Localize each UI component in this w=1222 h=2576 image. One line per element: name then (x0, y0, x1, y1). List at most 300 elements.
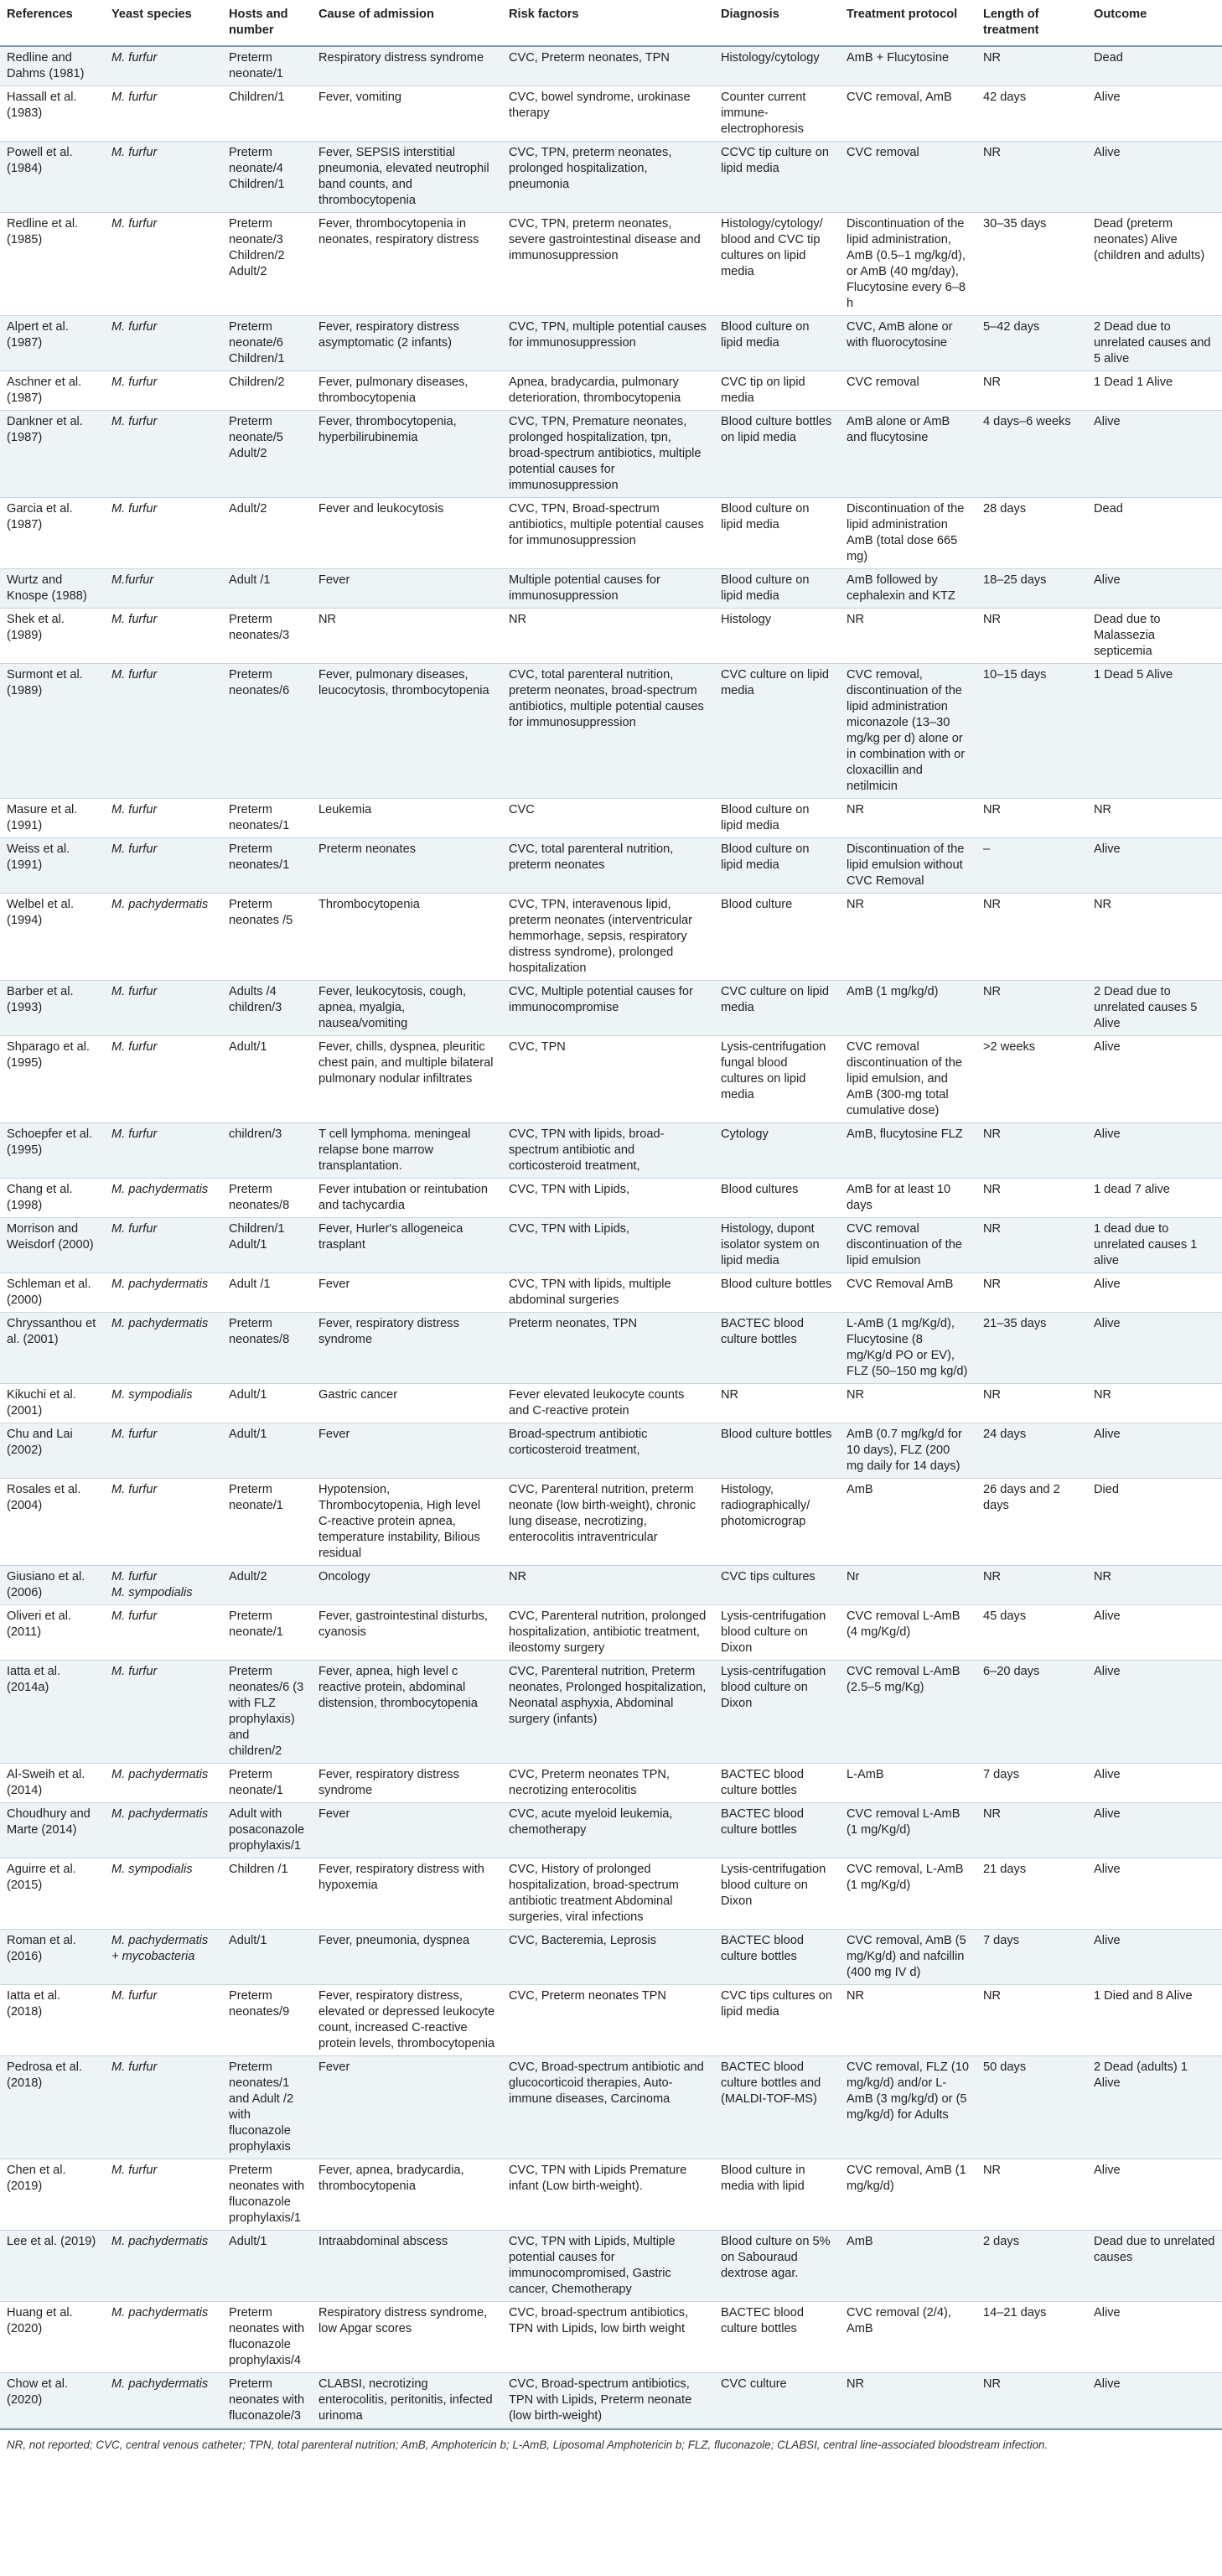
reference-cell: Garcia et al. (1987) (0, 498, 105, 569)
hosts-cell: Preterm neonates/1 (222, 799, 312, 838)
length-cell: 4 days–6 weeks (976, 411, 1087, 498)
species-cell: M. pachydermatis (105, 2231, 222, 2302)
treatment-cell: Discontinuation of the lipid administration, AmB (0.5–1 mg/kg/d), or AmB (40 mg/day), Flucytosine every 6–8 h (840, 213, 976, 316)
outcome-cell: 1 dead 7 alive (1087, 1179, 1222, 1218)
reference-cell: Redline et al. (1985) (0, 213, 105, 316)
reference-cell: Barber et al. (1993) (0, 981, 105, 1036)
outcome-cell: Alive (1087, 1764, 1222, 1803)
table-row (0, 1036, 1222, 1123)
reference-cell: Aschner et al. (1987) (0, 371, 105, 411)
risk-factors-cell: CVC, Preterm neonates, TPN (502, 46, 714, 86)
hosts-cell: Adult/2 (222, 1566, 312, 1605)
reference-cell: Oliveri et al. (2011) (0, 1605, 105, 1661)
risk-factors-cell: CVC, TPN, preterm neonates, severe gastrointestinal disease and immunosuppression (502, 213, 714, 316)
risk-factors-cell: CVC, TPN, Broad-spectrum antibiotics, multiple potential causes for immunosuppression (502, 498, 714, 569)
cause-cell: Fever, Hurler's allogeneica trasplant (312, 1218, 502, 1273)
risk-factors-cell: Preterm neonates, TPN (502, 1313, 714, 1384)
table-row (0, 1123, 1222, 1179)
outcome-cell: 1 Dead 1 Alive (1087, 371, 1222, 411)
hosts-cell: Preterm neonates with fluconazole/3 (222, 2373, 312, 2428)
reference-cell: Hassall et al. (1983) (0, 86, 105, 142)
treatment-cell: CVC removal discontinuation of the lipid emulsion (840, 1218, 976, 1273)
diagnosis-cell: CVC culture (714, 2373, 840, 2428)
treatment-cell: L-AmB (1 mg/Kg/d), Flucytosine (8 mg/Kg/d PO or EV), FLZ (50–150 mg kg/d) (840, 1313, 976, 1384)
reference-cell: Dankner et al. (1987) (0, 411, 105, 498)
length-cell: NR (976, 1273, 1087, 1313)
table-row (0, 86, 1222, 142)
treatment-cell: NR (840, 2373, 976, 2428)
risk-factors-cell: Fever elevated leukocyte counts and C-reactive protein (502, 1384, 714, 1423)
hosts-cell: Adult with posaconazole prophylaxis/1 (222, 1803, 312, 1858)
treatment-cell: CVC, AmB alone or with fluorocytosine (840, 316, 976, 371)
cause-cell: Fever intubation or reintubation and tachycardia (312, 1179, 502, 1218)
treatment-cell: AmB + Flucytosine (840, 46, 976, 86)
diagnosis-cell: CCVC tip culture on lipid media (714, 142, 840, 213)
reference-cell: Chu and Lai (2002) (0, 1423, 105, 1479)
outcome-cell: Dead (1087, 498, 1222, 569)
risk-factors-cell: Apnea, bradycardia, pulmonary deterioration, thrombocytopenia (502, 371, 714, 411)
diagnosis-cell: Histology/cytology/ blood and CVC tip cultures on lipid media (714, 213, 840, 316)
risk-factors-cell: CVC (502, 799, 714, 838)
outcome-cell: 2 Dead due to unrelated causes 5 Alive (1087, 981, 1222, 1036)
diagnosis-cell: Histology (714, 609, 840, 664)
cause-cell: Gastric cancer (312, 1384, 502, 1423)
diagnosis-cell: Histology, dupont isolator system on lipid media (714, 1218, 840, 1273)
treatment-cell: AmB (0.7 mg/kg/d for 10 days), FLZ (200 mg daily for 14 days) (840, 1423, 976, 1479)
diagnosis-cell: BACTEC blood culture bottles (714, 1313, 840, 1384)
cause-cell: Fever, respiratory distress, elevated or depressed leukocyte count, increased C-reactive protein levels, thrombocytopenia (312, 1985, 502, 2056)
length-cell: 28 days (976, 498, 1087, 569)
species-cell: M. furfur (105, 316, 222, 371)
species-cell: M. furfur (105, 664, 222, 799)
species-cell: M. furfur (105, 838, 222, 894)
species-cell: M. furfur (105, 1605, 222, 1661)
diagnosis-cell: NR (714, 1384, 840, 1423)
species-cell: M. pachydermatis (105, 1764, 222, 1803)
risk-factors-cell: CVC, broad-spectrum antibiotics, TPN with Lipids, low birth weight (502, 2302, 714, 2373)
header-row (0, 0, 1222, 46)
outcome-cell: Alive (1087, 2159, 1222, 2231)
table-row (0, 1858, 1222, 1930)
treatment-cell: CVC removal, L-AmB (1 mg/Kg/d) (840, 1858, 976, 1930)
reference-cell: Welbel et al. (1994) (0, 894, 105, 981)
column-header: Treatment protocol (840, 0, 976, 46)
reference-cell: Chow et al. (2020) (0, 2373, 105, 2428)
treatment-cell: CVC removal L-AmB (1 mg/Kg/d) (840, 1803, 976, 1858)
diagnosis-cell: Histology, radiographically/ photomicrograp (714, 1479, 840, 1566)
outcome-cell: Alive (1087, 86, 1222, 142)
risk-factors-cell: CVC, History of prolonged hospitalization, broad-spectrum antibiotic treatment Abdominal surgeries, viral infections (502, 1858, 714, 1930)
diagnosis-cell: Blood culture on 5% on Sabouraud dextrose agar. (714, 2231, 840, 2302)
table-row (0, 371, 1222, 411)
reference-cell: Redline and Dahms (1981) (0, 46, 105, 86)
hosts-cell: children/3 (222, 1123, 312, 1179)
diagnosis-cell: Blood culture bottles (714, 1423, 840, 1479)
hosts-cell: Adult/1 (222, 1930, 312, 1985)
reference-cell: Chen et al. (2019) (0, 2159, 105, 2231)
length-cell: NR (976, 1566, 1087, 1605)
outcome-cell: Alive (1087, 1036, 1222, 1123)
risk-factors-cell: CVC, TPN with Lipids Premature infant (Low birth-weight). (502, 2159, 714, 2231)
cause-cell: Fever, respiratory distress syndrome (312, 1313, 502, 1384)
cause-cell: Respiratory distress syndrome, low Apgar scores (312, 2302, 502, 2373)
species-cell: M. furfur (105, 86, 222, 142)
species-cell: M. furfur M. sympodialis (105, 1566, 222, 1605)
outcome-cell: Alive (1087, 1605, 1222, 1661)
treatment-cell: Nr (840, 1566, 976, 1605)
cause-cell: Fever (312, 1273, 502, 1313)
length-cell: NR (976, 609, 1087, 664)
diagnosis-cell: Blood culture on lipid media (714, 569, 840, 609)
table-row (0, 213, 1222, 316)
reference-cell: Schleman et al. (2000) (0, 1273, 105, 1313)
cause-cell: Hypotension, Thrombocytopenia, High level C-reactive protein apnea, temperature instability, Bilious residual (312, 1479, 502, 1566)
table-row (0, 1479, 1222, 1566)
hosts-cell: Preterm neonates/8 (222, 1313, 312, 1384)
hosts-cell: Adult /1 (222, 569, 312, 609)
outcome-cell: Alive (1087, 1273, 1222, 1313)
outcome-cell: 2 Dead (adults) 1 Alive (1087, 2056, 1222, 2159)
cause-cell: Fever (312, 2056, 502, 2159)
diagnosis-cell: BACTEC blood culture bottles (714, 1930, 840, 1985)
length-cell: NR (976, 46, 1087, 86)
treatment-cell: CVC removal discontinuation of the lipid emulsion, and AmB (300-mg total cumulative dose) (840, 1036, 976, 1123)
hosts-cell: Preterm neonates/1 (222, 838, 312, 894)
table-row (0, 609, 1222, 664)
outcome-cell: Alive (1087, 1123, 1222, 1179)
hosts-cell: Preterm neonate/1 (222, 1605, 312, 1661)
table-row (0, 1605, 1222, 1661)
column-header: Outcome (1087, 0, 1222, 46)
reference-cell: Iatta et al. (2018) (0, 1985, 105, 2056)
length-cell: 18–25 days (976, 569, 1087, 609)
length-cell: NR (976, 894, 1087, 981)
species-cell: M. furfur (105, 1479, 222, 1566)
species-cell: M. pachydermatis (105, 1803, 222, 1858)
hosts-cell: Preterm neonate/4 Children/1 (222, 142, 312, 213)
table-header (0, 0, 1222, 46)
length-cell: NR (976, 981, 1087, 1036)
outcome-cell: Alive (1087, 2302, 1222, 2373)
diagnosis-cell: Blood culture (714, 894, 840, 981)
reference-cell: Morrison and Weisdorf (2000) (0, 1218, 105, 1273)
table-row (0, 1218, 1222, 1273)
length-cell: NR (976, 371, 1087, 411)
cause-cell: Fever (312, 1423, 502, 1479)
length-cell: NR (976, 2373, 1087, 2428)
hosts-cell: Preterm neonates with fluconazole prophylaxis/1 (222, 2159, 312, 2231)
diagnosis-cell: Lysis-centrifugation blood culture on Dixon (714, 1858, 840, 1930)
reference-cell: Surmont et al. (1989) (0, 664, 105, 799)
outcome-cell: Died (1087, 1479, 1222, 1566)
diagnosis-cell: Blood culture on lipid media (714, 316, 840, 371)
risk-factors-cell: CVC, TPN (502, 1036, 714, 1123)
diagnosis-cell: BACTEC blood culture bottles (714, 2302, 840, 2373)
treatment-cell: AmB (840, 1479, 976, 1566)
table-row (0, 2302, 1222, 2373)
table-row (0, 894, 1222, 981)
table-row (0, 2056, 1222, 2159)
cause-cell: Preterm neonates (312, 838, 502, 894)
hosts-cell: Adults /4 children/3 (222, 981, 312, 1036)
risk-factors-cell: CVC, Parenteral nutrition, preterm neonate (low birth-weight), chronic lung disease, necrotizing, enterocolitis intraventricular (502, 1479, 714, 1566)
risk-factors-cell: CVC, bowel syndrome, urokinase therapy (502, 86, 714, 142)
treatment-cell: CVC Removal AmB (840, 1273, 976, 1313)
column-header: Diagnosis (714, 0, 840, 46)
length-cell: 30–35 days (976, 213, 1087, 316)
hosts-cell: Preterm neonate/1 (222, 1479, 312, 1566)
diagnosis-cell: Histology/cytology (714, 46, 840, 86)
hosts-cell: Adult/1 (222, 2231, 312, 2302)
table-row (0, 838, 1222, 894)
diagnosis-cell: Blood culture bottles on lipid media (714, 411, 840, 498)
species-cell: M. furfur (105, 799, 222, 838)
diagnosis-cell: CVC tip on lipid media (714, 371, 840, 411)
cause-cell: Fever (312, 1803, 502, 1858)
table-row (0, 1273, 1222, 1313)
outcome-cell: Alive (1087, 1930, 1222, 1985)
cause-cell: CLABSI, necrotizing enterocolitis, peritonitis, infected urinoma (312, 2373, 502, 2428)
outcome-cell: Alive (1087, 1803, 1222, 1858)
species-cell: M. pachydermatis (105, 1313, 222, 1384)
table-row (0, 1930, 1222, 1985)
risk-factors-cell: CVC, Multiple potential causes for immunocompromise (502, 981, 714, 1036)
cause-cell: Fever, pneumonia, dyspnea (312, 1930, 502, 1985)
length-cell: NR (976, 799, 1087, 838)
reference-cell: Iatta et al. (2014a) (0, 1661, 105, 1764)
risk-factors-cell: CVC, Broad-spectrum antibiotic and glucocorticoid therapies, Auto-immune diseases, Carcinoma (502, 2056, 714, 2159)
outcome-cell: 2 Dead due to unrelated causes and 5 alive (1087, 316, 1222, 371)
cause-cell: Thrombocytopenia (312, 894, 502, 981)
length-cell: NR (976, 1803, 1087, 1858)
diagnosis-cell: Blood culture on lipid media (714, 838, 840, 894)
risk-factors-cell: Broad-spectrum antibiotic corticosteroid treatment, (502, 1423, 714, 1479)
table-row (0, 2159, 1222, 2231)
table-row (0, 1803, 1222, 1858)
reference-cell: Giusiano et al. (2006) (0, 1566, 105, 1605)
hosts-cell: Children /1 (222, 1858, 312, 1930)
diagnosis-cell: Lysis-centrifugation blood culture on Dixon (714, 1661, 840, 1764)
hosts-cell: Children/2 (222, 371, 312, 411)
outcome-cell: Alive (1087, 142, 1222, 213)
reference-cell: Shparago et al. (1995) (0, 1036, 105, 1123)
reference-cell: Kikuchi et al. (2001) (0, 1384, 105, 1423)
reference-cell: Al-Sweih et al. (2014) (0, 1764, 105, 1803)
species-cell: M. pachydermatis (105, 1179, 222, 1218)
cause-cell: NR (312, 609, 502, 664)
outcome-cell: Alive (1087, 411, 1222, 498)
table-row (0, 1764, 1222, 1803)
table-row (0, 799, 1222, 838)
risk-factors-cell: CVC, TPN with Lipids, Multiple potential causes for immunocompromised, Gastric cancer, Chemotherapy (502, 2231, 714, 2302)
species-cell: M. pachydermatis (105, 894, 222, 981)
table-row (0, 1985, 1222, 2056)
table-row (0, 664, 1222, 799)
cause-cell: Fever, apnea, high level c reactive protein, abdominal distension, thrombocytopenia (312, 1661, 502, 1764)
length-cell: 42 days (976, 86, 1087, 142)
cause-cell: Fever, gastrointestinal disturbs, cyanosis (312, 1605, 502, 1661)
reference-cell: Masure et al. (1991) (0, 799, 105, 838)
length-cell: 21–35 days (976, 1313, 1087, 1384)
hosts-cell: Preterm neonates/9 (222, 1985, 312, 2056)
diagnosis-cell: Blood culture in media with lipid (714, 2159, 840, 2231)
table-row (0, 1179, 1222, 1218)
cause-cell: Fever, thrombocytopenia, hyperbilirubinemia (312, 411, 502, 498)
treatment-cell: CVC removal L-AmB (4 mg/Kg/d) (840, 1605, 976, 1661)
table-row (0, 1423, 1222, 1479)
hosts-cell: Preterm neonate/1 (222, 46, 312, 86)
length-cell: 21 days (976, 1858, 1087, 1930)
table-row (0, 46, 1222, 86)
treatment-cell: AmB (840, 2231, 976, 2302)
diagnosis-cell: BACTEC blood culture bottles (714, 1764, 840, 1803)
hosts-cell: Preterm neonates/8 (222, 1179, 312, 1218)
species-cell: M. furfur (105, 371, 222, 411)
outcome-cell: NR (1087, 799, 1222, 838)
treatment-cell: NR (840, 1384, 976, 1423)
column-header: Cause of admission (312, 0, 502, 46)
treatment-cell: Discontinuation of the lipid administration AmB (total dose 665 mg) (840, 498, 976, 569)
species-cell: M. furfur (105, 1123, 222, 1179)
species-cell: M. furfur (105, 2159, 222, 2231)
diagnosis-cell: Cytology (714, 1123, 840, 1179)
hosts-cell: Adult/1 (222, 1384, 312, 1423)
cause-cell: Fever, thrombocytopenia in neonates, respiratory distress (312, 213, 502, 316)
risk-factors-cell: CVC, TPN with Lipids, (502, 1179, 714, 1218)
cause-cell: Fever, vomiting (312, 86, 502, 142)
diagnosis-cell: BACTEC blood culture bottles and (MALDI-TOF-MS) (714, 2056, 840, 2159)
cause-cell: Fever, respiratory distress syndrome (312, 1764, 502, 1803)
reference-cell: Aguirre et al. (2015) (0, 1858, 105, 1930)
diagnosis-cell: Counter current immune-electrophoresis (714, 86, 840, 142)
treatment-cell: CVC removal, discontinuation of the lipid administration miconazole (13–30 mg/kg per d) alone or in combination with or cloxacillin and netilmicin (840, 664, 976, 799)
reference-cell: Chang et al. (1998) (0, 1179, 105, 1218)
length-cell: – (976, 838, 1087, 894)
length-cell: 6–20 days (976, 1661, 1087, 1764)
reference-cell: Roman et al. (2016) (0, 1930, 105, 1985)
diagnosis-cell: Blood culture bottles (714, 1273, 840, 1313)
diagnosis-cell: Blood culture on lipid media (714, 799, 840, 838)
treatment-cell: CVC removal (840, 142, 976, 213)
column-header: Risk factors (502, 0, 714, 46)
hosts-cell: Children/1 (222, 86, 312, 142)
table-row (0, 1384, 1222, 1423)
cause-cell: Leukemia (312, 799, 502, 838)
outcome-cell: Dead due to Malassezia septicemia (1087, 609, 1222, 664)
species-cell: M. furfur (105, 1036, 222, 1123)
outcome-cell: NR (1087, 894, 1222, 981)
hosts-cell: Children/1 Adult/1 (222, 1218, 312, 1273)
treatment-cell: AmB (1 mg/kg/d) (840, 981, 976, 1036)
outcome-cell: Dead (1087, 46, 1222, 86)
reference-cell: Alpert et al. (1987) (0, 316, 105, 371)
outcome-cell: 1 dead due to unrelated causes 1 alive (1087, 1218, 1222, 1273)
cause-cell: Fever, leukocytosis, cough, apnea, myalgia, nausea/vomiting (312, 981, 502, 1036)
cause-cell: Fever, chills, dyspnea, pleuritic chest pain, and multiple bilateral pulmonary nodular infiltrates (312, 1036, 502, 1123)
treatment-cell: L-AmB (840, 1764, 976, 1803)
species-cell: M. furfur (105, 498, 222, 569)
column-header: Hosts and number (222, 0, 312, 46)
risk-factors-cell: CVC, TPN, Premature neonates, prolonged hospitalization, tpn, broad-spectrum antibiotics, multiple potential causes for immunosuppression (502, 411, 714, 498)
treatment-cell: CVC removal (840, 371, 976, 411)
table-row (0, 569, 1222, 609)
outcome-cell: Alive (1087, 1661, 1222, 1764)
hosts-cell: Preterm neonate/3 Children/2 Adult/2 (222, 213, 312, 316)
reference-cell: Shek et al. (1989) (0, 609, 105, 664)
cause-cell: T cell lymphoma. meningeal relapse bone marrow transplantation. (312, 1123, 502, 1179)
hosts-cell: Preterm neonate/5 Adult/2 (222, 411, 312, 498)
length-cell: NR (976, 1985, 1087, 2056)
species-cell: M. furfur (105, 142, 222, 213)
table-body (0, 46, 1222, 2428)
length-cell: 10–15 days (976, 664, 1087, 799)
reference-cell: Schoepfer et al. (1995) (0, 1123, 105, 1179)
hosts-cell: Preterm neonates/1 and Adult /2 with fluconazole prophylaxis (222, 2056, 312, 2159)
outcome-cell: Alive (1087, 838, 1222, 894)
treatment-cell: CVC removal, FLZ (10 mg/kg/d) and/or L-AmB (3 mg/kg/d) or (5 mg/kg/d) for Adults (840, 2056, 976, 2159)
treatment-cell: AmB followed by cephalexin and KTZ (840, 569, 976, 609)
risk-factors-cell: CVC, Bacteremia, Leprosis (502, 1930, 714, 1985)
risk-factors-cell: CVC, TPN with lipids, broad-spectrum antibiotic and corticosteroid treatment, (502, 1123, 714, 1179)
length-cell: NR (976, 1218, 1087, 1273)
risk-factors-cell: NR (502, 609, 714, 664)
outcome-cell: NR (1087, 1384, 1222, 1423)
outcome-cell: Alive (1087, 1858, 1222, 1930)
hosts-cell: Adult/1 (222, 1036, 312, 1123)
hosts-cell: Preterm neonates/6 (3 with FLZ prophylaxis) and children/2 (222, 1661, 312, 1764)
treatment-cell: Discontinuation of the lipid emulsion without CVC Removal (840, 838, 976, 894)
outcome-cell: Alive (1087, 569, 1222, 609)
treatment-cell: CVC removal, AmB (840, 86, 976, 142)
table-row (0, 2231, 1222, 2302)
species-cell: M. pachydermatis (105, 2373, 222, 2428)
treatment-cell: CVC removal, AmB (5 mg/Kg/d) and nafcillin (400 mg IV d) (840, 1930, 976, 1985)
cause-cell: Fever, respiratory distress asymptomatic (2 infants) (312, 316, 502, 371)
length-cell: 5–42 days (976, 316, 1087, 371)
treatment-cell: CVC removal (2/4), AmB (840, 2302, 976, 2373)
table-row (0, 498, 1222, 569)
outcome-cell: Dead (preterm neonates) Alive (children and adults) (1087, 213, 1222, 316)
cause-cell: Fever (312, 569, 502, 609)
length-cell: NR (976, 1384, 1087, 1423)
length-cell: 26 days and 2 days (976, 1479, 1087, 1566)
species-cell: M. sympodialis (105, 1858, 222, 1930)
risk-factors-cell: NR (502, 1566, 714, 1605)
diagnosis-cell: Lysis-centrifugation blood culture on Dixon (714, 1605, 840, 1661)
length-cell: 24 days (976, 1423, 1087, 1479)
cause-cell: Fever, SEPSIS interstitial pneumonia, elevated neutrophil band counts, and thrombocytopenia (312, 142, 502, 213)
hosts-cell: Preterm neonates/6 (222, 664, 312, 799)
length-cell: 2 days (976, 2231, 1087, 2302)
reference-cell: Weiss et al. (1991) (0, 838, 105, 894)
cause-cell: Oncology (312, 1566, 502, 1605)
length-cell: NR (976, 2159, 1087, 2231)
risk-factors-cell: Multiple potential causes for immunosuppression (502, 569, 714, 609)
reference-cell: Lee et al. (2019) (0, 2231, 105, 2302)
species-cell: M. pachydermatis (105, 1273, 222, 1313)
species-cell: M. furfur (105, 411, 222, 498)
treatment-cell: NR (840, 1985, 976, 2056)
risk-factors-cell: CVC, total parenteral nutrition, preterm neonates (502, 838, 714, 894)
diagnosis-cell: BACTEC blood culture bottles (714, 1803, 840, 1858)
hosts-cell: Preterm neonates /5 (222, 894, 312, 981)
diagnosis-cell: CVC tips cultures (714, 1566, 840, 1605)
outcome-cell: NR (1087, 1566, 1222, 1605)
cause-cell: Fever, respiratory distress with hypoxemia (312, 1858, 502, 1930)
risk-factors-cell: CVC, Broad-spectrum antibiotics, TPN with Lipids, Preterm neonate (low birth-weight) (502, 2373, 714, 2428)
species-cell: M. furfur (105, 1985, 222, 2056)
species-cell: M. furfur (105, 1218, 222, 1273)
